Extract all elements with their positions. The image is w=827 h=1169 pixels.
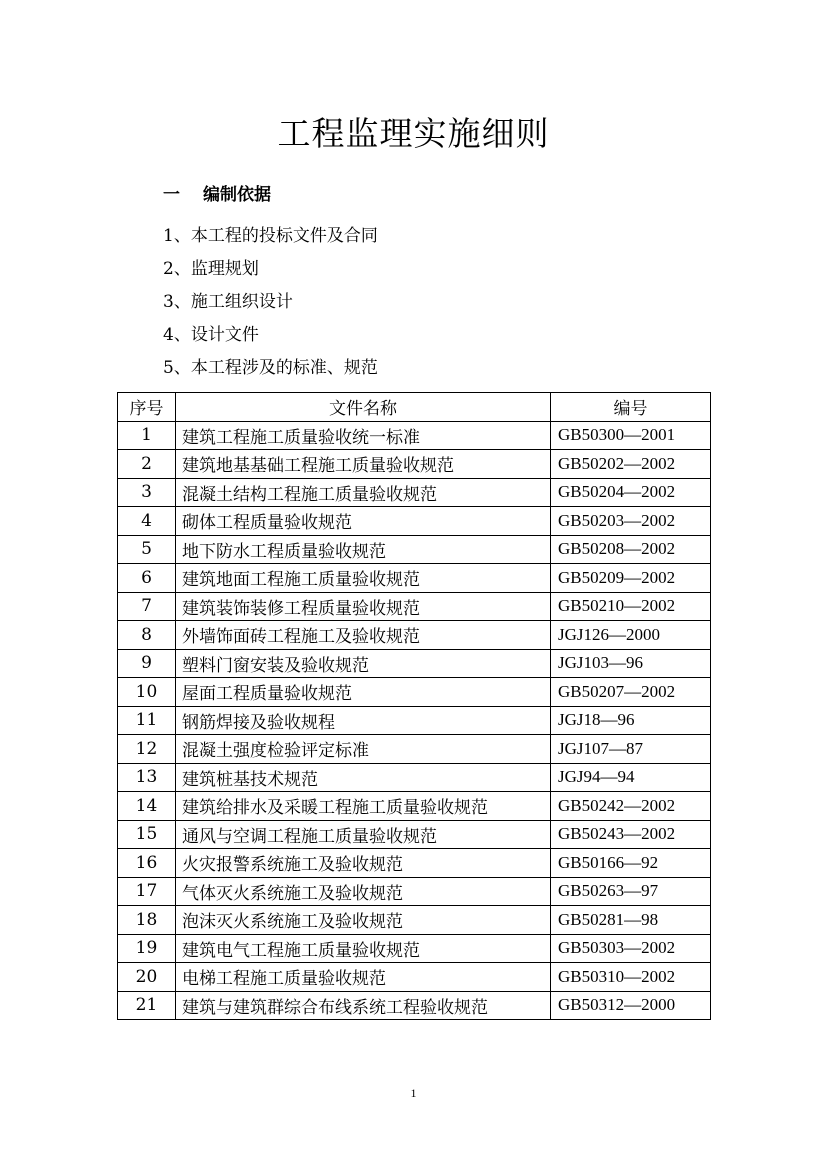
row-code: GB50263—97 [551, 877, 711, 906]
row-index: 5 [118, 535, 176, 564]
row-code: GB50281—98 [551, 906, 711, 935]
row-code: JGJ94—94 [551, 763, 711, 792]
basis-item: 2、监理规划 [163, 259, 259, 279]
row-index: 18 [118, 906, 176, 935]
row-document-name: 建筑工程施工质量验收统一标准 [176, 421, 551, 450]
row-code: GB50300—2001 [551, 421, 711, 450]
row-document-name: 火灾报警系统施工及验收规范 [176, 849, 551, 878]
section-number: 一 [163, 185, 180, 205]
table-row [118, 877, 711, 906]
row-code: GB50310—2002 [551, 963, 711, 992]
table-row [118, 706, 711, 735]
row-document-name: 建筑地面工程施工质量验收规范 [176, 564, 551, 593]
table-row [118, 649, 711, 678]
row-document-name: 泡沫灭火系统施工及验收规范 [176, 906, 551, 935]
row-index: 7 [118, 592, 176, 621]
basis-item: 4、设计文件 [163, 325, 259, 345]
row-index: 16 [118, 849, 176, 878]
table-row [118, 792, 711, 821]
row-index: 1 [118, 421, 176, 450]
table-row [118, 507, 711, 536]
row-document-name: 混凝土强度检验评定标准 [176, 735, 551, 764]
table-row [118, 906, 711, 935]
row-index: 14 [118, 792, 176, 821]
table-row [118, 763, 711, 792]
row-index: 2 [118, 450, 176, 479]
table-row [118, 934, 711, 963]
table-row [118, 535, 711, 564]
row-code: JGJ107—87 [551, 735, 711, 764]
row-document-name: 外墙饰面砖工程施工及验收规范 [176, 621, 551, 650]
row-code: GB50303—2002 [551, 934, 711, 963]
table-row [118, 735, 711, 764]
row-code: GB50202—2002 [551, 450, 711, 479]
table-body [118, 421, 711, 1020]
row-code: GB50208—2002 [551, 535, 711, 564]
row-index: 8 [118, 621, 176, 650]
row-code: GB50203—2002 [551, 507, 711, 536]
basis-item: 3、施工组织设计 [163, 292, 293, 312]
row-code: GB50166—92 [551, 849, 711, 878]
standards-table [117, 392, 711, 1020]
row-index: 10 [118, 678, 176, 707]
row-index: 9 [118, 649, 176, 678]
row-document-name: 通风与空调工程施工质量验收规范 [176, 820, 551, 849]
row-document-name: 地下防水工程质量验收规范 [176, 535, 551, 564]
section-title: 编制依据 [203, 185, 271, 205]
header-document-name: 文件名称 [176, 393, 551, 422]
row-document-name: 砌体工程质量验收规范 [176, 507, 551, 536]
table-header-row [118, 393, 711, 422]
table-row [118, 991, 711, 1020]
row-index: 4 [118, 507, 176, 536]
row-document-name: 电梯工程施工质量验收规范 [176, 963, 551, 992]
row-document-name: 混凝土结构工程施工质量验收规范 [176, 478, 551, 507]
row-document-name: 气体灭火系统施工及验收规范 [176, 877, 551, 906]
page-number: 1 [410, 1086, 417, 1100]
header-index: 序号 [118, 393, 176, 422]
row-document-name: 建筑地基基础工程施工质量验收规范 [176, 450, 551, 479]
row-code: GB50209—2002 [551, 564, 711, 593]
row-code: JGJ103—96 [551, 649, 711, 678]
row-code: GB50204—2002 [551, 478, 711, 507]
header-code: 编号 [551, 393, 711, 422]
basis-item: 5、本工程涉及的标准、规范 [163, 358, 378, 378]
row-code: GB50207—2002 [551, 678, 711, 707]
row-code: GB50210—2002 [551, 592, 711, 621]
row-document-name: 钢筋焊接及验收规程 [176, 706, 551, 735]
row-index: 19 [118, 934, 176, 963]
section-heading [163, 180, 271, 205]
table-row [118, 678, 711, 707]
table-row [118, 621, 711, 650]
row-document-name: 建筑与建筑群综合布线系统工程验收规范 [176, 991, 551, 1020]
row-index: 21 [118, 991, 176, 1020]
row-document-name: 建筑电气工程施工质量验收规范 [176, 934, 551, 963]
row-document-name: 建筑给排水及采暖工程施工质量验收规范 [176, 792, 551, 821]
basis-list [163, 224, 378, 389]
row-code: GB50242—2002 [551, 792, 711, 821]
table-row [118, 478, 711, 507]
row-index: 20 [118, 963, 176, 992]
table-row [118, 820, 711, 849]
row-code: GB50243—2002 [551, 820, 711, 849]
row-index: 13 [118, 763, 176, 792]
table-row [118, 963, 711, 992]
row-document-name: 建筑桩基技术规范 [176, 763, 551, 792]
row-index: 11 [118, 706, 176, 735]
table-row [118, 849, 711, 878]
table-row [118, 450, 711, 479]
row-document-name: 建筑装饰装修工程质量验收规范 [176, 592, 551, 621]
table-row [118, 564, 711, 593]
table-row [118, 592, 711, 621]
row-index: 15 [118, 820, 176, 849]
row-index: 12 [118, 735, 176, 764]
row-index: 17 [118, 877, 176, 906]
row-document-name: 塑料门窗安装及验收规范 [176, 649, 551, 678]
row-code: JGJ18—96 [551, 706, 711, 735]
row-code: JGJ126—2000 [551, 621, 711, 650]
row-document-name: 屋面工程质量验收规范 [176, 678, 551, 707]
row-index: 3 [118, 478, 176, 507]
document-title: 工程监理实施细则 [277, 114, 550, 153]
row-index: 6 [118, 564, 176, 593]
row-code: GB50312—2000 [551, 991, 711, 1020]
table-row [118, 421, 711, 450]
basis-item: 1、本工程的投标文件及合同 [163, 226, 378, 246]
